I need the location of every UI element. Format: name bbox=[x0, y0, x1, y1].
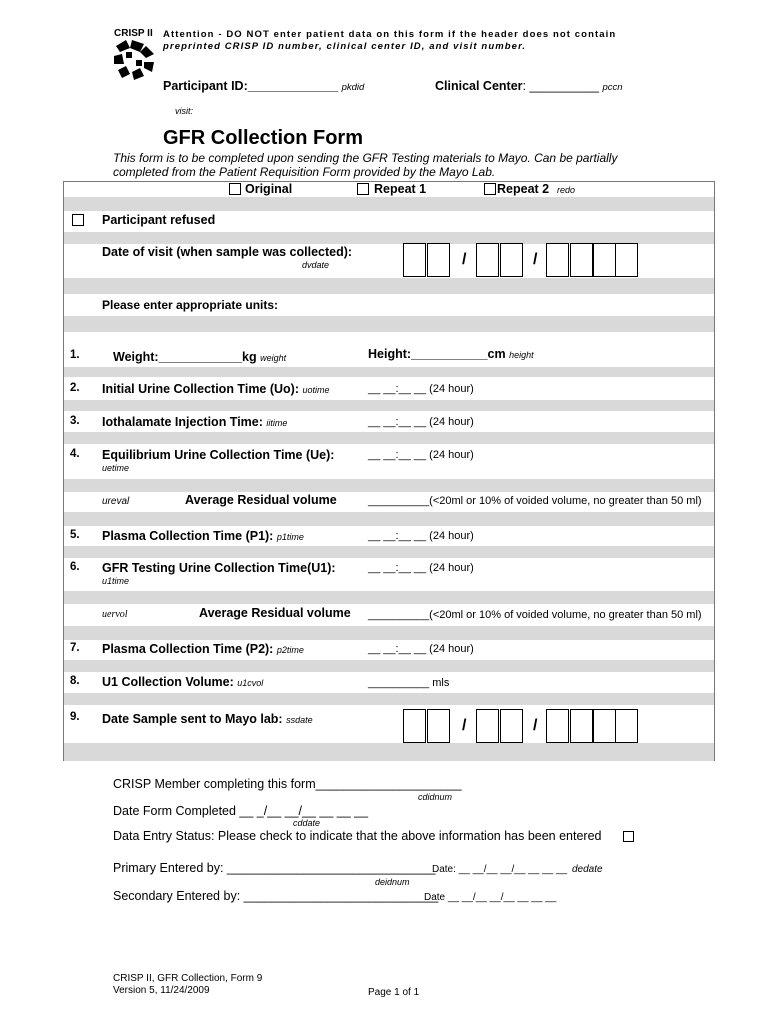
row-8-number: 8. bbox=[70, 675, 80, 687]
participant-id-label: Participant ID:_____________ bbox=[163, 79, 339, 93]
row-7-number: 7. bbox=[70, 642, 80, 654]
row-6-number: 6. bbox=[70, 561, 80, 573]
date-of-visit-var: dvdate bbox=[302, 260, 330, 270]
intro-text: This form is to be completed upon sending the GFR Testing materials to Mayo. Can be partially completed from the Patient Requisition Form provided by the Mayo Lab. bbox=[113, 151, 618, 179]
date-box[interactable] bbox=[593, 243, 616, 277]
clinical-center-blank: : __________ bbox=[522, 79, 599, 93]
band bbox=[64, 400, 714, 411]
weight-field[interactable] bbox=[113, 350, 286, 364]
weight-label: Weight:____________kg bbox=[113, 350, 257, 364]
p2-var: p2time bbox=[276, 645, 304, 655]
clinical-center-label: Clinical Center bbox=[435, 79, 523, 93]
row-5-number: 5. bbox=[70, 529, 80, 541]
repeat2-label: Repeat 2 bbox=[497, 182, 550, 196]
member-completing-field[interactable]: CRISP Member completing this form_____________________ bbox=[113, 777, 462, 791]
ureval-var: ureval bbox=[102, 496, 130, 507]
date-box[interactable] bbox=[500, 243, 523, 277]
u1-label: GFR Testing Urine Collection Time(U1): bbox=[102, 561, 336, 575]
page-number: Page 1 of 1 bbox=[368, 987, 420, 998]
row-3-number: 3. bbox=[70, 415, 80, 427]
repeat2-checkbox[interactable] bbox=[484, 183, 496, 195]
band bbox=[64, 591, 714, 604]
iothalamate-label bbox=[102, 415, 287, 429]
date-box[interactable] bbox=[615, 243, 638, 277]
band bbox=[64, 316, 714, 332]
band bbox=[64, 479, 714, 492]
p1-text: Plasma Collection Time (P1): bbox=[102, 529, 274, 543]
date-box[interactable] bbox=[427, 709, 450, 743]
row-9-number: 9. bbox=[70, 711, 80, 723]
participant-refused-label: Participant refused bbox=[102, 213, 216, 227]
weight-var: weight bbox=[260, 353, 287, 363]
secondary-entered-field[interactable]: Secondary Entered by: ____________________________ bbox=[113, 889, 439, 903]
u1cvol-text: U1 Collection Volume: bbox=[102, 675, 234, 689]
uo-time-label bbox=[102, 382, 330, 396]
band bbox=[64, 432, 714, 444]
p1-var: p1time bbox=[276, 532, 304, 542]
date-box[interactable] bbox=[615, 709, 638, 743]
band bbox=[64, 660, 714, 672]
row-4-number: 4. bbox=[70, 448, 80, 460]
visit-var: visit: bbox=[175, 106, 193, 116]
height-field[interactable] bbox=[368, 347, 534, 361]
entry-status-checkbox[interactable] bbox=[623, 831, 634, 842]
residual-volume-input[interactable]: __________(<20ml or 10% of voided volume, no greater than 50 ml) bbox=[368, 495, 702, 507]
ue-time-input[interactable]: __ __:__ __ (24 hour) bbox=[368, 449, 474, 461]
units-note: Please enter appropriate units: bbox=[102, 298, 279, 312]
date-box[interactable] bbox=[403, 243, 426, 277]
entry-status-text: Data Entry Status: Please check to indicate that the above information has been entered bbox=[113, 829, 602, 843]
primary-var: deidnum bbox=[375, 877, 410, 887]
participant-refused-checkbox[interactable] bbox=[72, 214, 84, 226]
original-checkbox[interactable] bbox=[229, 183, 241, 195]
height-var: height bbox=[509, 350, 534, 360]
date-box[interactable] bbox=[476, 243, 499, 277]
row-2-number: 2. bbox=[70, 382, 80, 394]
date-box[interactable] bbox=[500, 709, 523, 743]
original-label: Original bbox=[245, 182, 293, 196]
ii-time-input[interactable]: __ __:__ __ (24 hour) bbox=[368, 416, 474, 428]
u1-var: u1time bbox=[102, 576, 130, 586]
band bbox=[64, 512, 714, 526]
residual-volume-label: Average Residual volume bbox=[185, 493, 337, 507]
date-separator: / bbox=[533, 717, 538, 734]
residual-volume-2-label: Average Residual volume bbox=[199, 606, 351, 620]
ssdate-label bbox=[102, 712, 313, 726]
page-title: GFR Collection Form bbox=[163, 127, 363, 149]
band bbox=[64, 197, 714, 211]
band bbox=[64, 743, 714, 761]
version: Version 5, 11/24/2009 bbox=[113, 985, 210, 996]
band bbox=[64, 367, 714, 377]
residual-volume-2-input[interactable]: __________(<20ml or 10% of voided volume, no greater than 50 ml) bbox=[368, 609, 702, 621]
participant-id-var: pkdid bbox=[341, 82, 365, 93]
band bbox=[64, 693, 714, 705]
form-id: CRISP II, GFR Collection, Form 9 bbox=[113, 973, 263, 984]
clinical-center-var: pccn bbox=[602, 82, 623, 93]
height-label: Height:___________cm bbox=[368, 347, 506, 361]
date-separator: / bbox=[462, 251, 467, 268]
ssdate-var: ssdate bbox=[286, 715, 313, 725]
ue-var: uetime bbox=[102, 463, 130, 473]
date-box[interactable] bbox=[570, 243, 593, 277]
secondary-date-field[interactable]: Date __ __/__ __/__ __ __ __ bbox=[424, 892, 557, 903]
row-1-number: 1. bbox=[70, 349, 80, 361]
date-of-visit-label: Date of visit (when sample was collected): bbox=[102, 245, 353, 259]
ii-label: Iothalamate Injection Time: bbox=[102, 415, 263, 429]
u1-volume-label bbox=[102, 675, 263, 689]
date-separator: / bbox=[533, 251, 538, 268]
crisp-logo-icon bbox=[112, 38, 156, 80]
date-box[interactable] bbox=[403, 709, 426, 743]
date-box[interactable] bbox=[570, 709, 593, 743]
member-var: cdidnum bbox=[418, 792, 453, 802]
logo-label: CRISP II bbox=[114, 28, 153, 39]
primary-date-var: dedate bbox=[572, 864, 603, 875]
date-box[interactable] bbox=[593, 709, 616, 743]
band bbox=[64, 626, 714, 640]
primary-entered-field[interactable]: Primary Entered by: ______________________________ bbox=[113, 861, 436, 875]
clinical-center-field[interactable] bbox=[435, 79, 623, 93]
p2-text: Plasma Collection Time (P2): bbox=[102, 642, 274, 656]
uo-label: Initial Urine Collection Time (Uo): bbox=[102, 382, 300, 396]
p1-label bbox=[102, 529, 304, 543]
u1-volume-input[interactable]: __________ mls bbox=[368, 677, 450, 689]
p2-time-input[interactable]: __ __:__ __ (24 hour) bbox=[368, 643, 474, 655]
band bbox=[64, 278, 714, 294]
date-box[interactable] bbox=[427, 243, 450, 277]
date-box[interactable] bbox=[476, 709, 499, 743]
p1-time-input[interactable]: __ __:__ __ (24 hour) bbox=[368, 530, 474, 542]
attention-notice bbox=[163, 29, 633, 53]
u1cvol-var: u1cvol bbox=[237, 678, 264, 688]
date-separator: / bbox=[462, 717, 467, 734]
ue-label: Equilibrium Urine Collection Time (Ue): bbox=[102, 448, 335, 462]
date-box[interactable] bbox=[546, 709, 569, 743]
attention-line-1: Attention - DO NOT enter patient data on this form if the header does not contain bbox=[163, 29, 617, 40]
date-completed-var: cddate bbox=[293, 818, 321, 828]
repeat1-checkbox[interactable] bbox=[357, 183, 369, 195]
ssdate-text: Date Sample sent to Mayo lab: bbox=[102, 712, 283, 726]
date-completed-field[interactable]: Date Form Completed __ _/__ __/__ __ __ __ bbox=[113, 804, 369, 818]
ii-var: iitime bbox=[266, 418, 288, 428]
u1-time-input[interactable]: __ __:__ __ (24 hour) bbox=[368, 562, 474, 574]
uo-var: uotime bbox=[302, 385, 330, 395]
date-box[interactable] bbox=[546, 243, 569, 277]
redo-var: redo bbox=[557, 185, 576, 195]
participant-id-field[interactable] bbox=[163, 79, 364, 93]
repeat1-label: Repeat 1 bbox=[374, 182, 427, 196]
uo-time-input[interactable]: __ __:__ __ (24 hour) bbox=[368, 383, 474, 395]
uervol-var: uervol bbox=[102, 609, 128, 620]
band bbox=[64, 546, 714, 558]
primary-date-field[interactable]: Date: __ __/__ __/__ __ __ __ bbox=[432, 864, 568, 875]
attention-line-2: preprinted CRISP ID number, clinical center ID, and visit number. bbox=[163, 41, 527, 52]
p2-label bbox=[102, 642, 304, 656]
